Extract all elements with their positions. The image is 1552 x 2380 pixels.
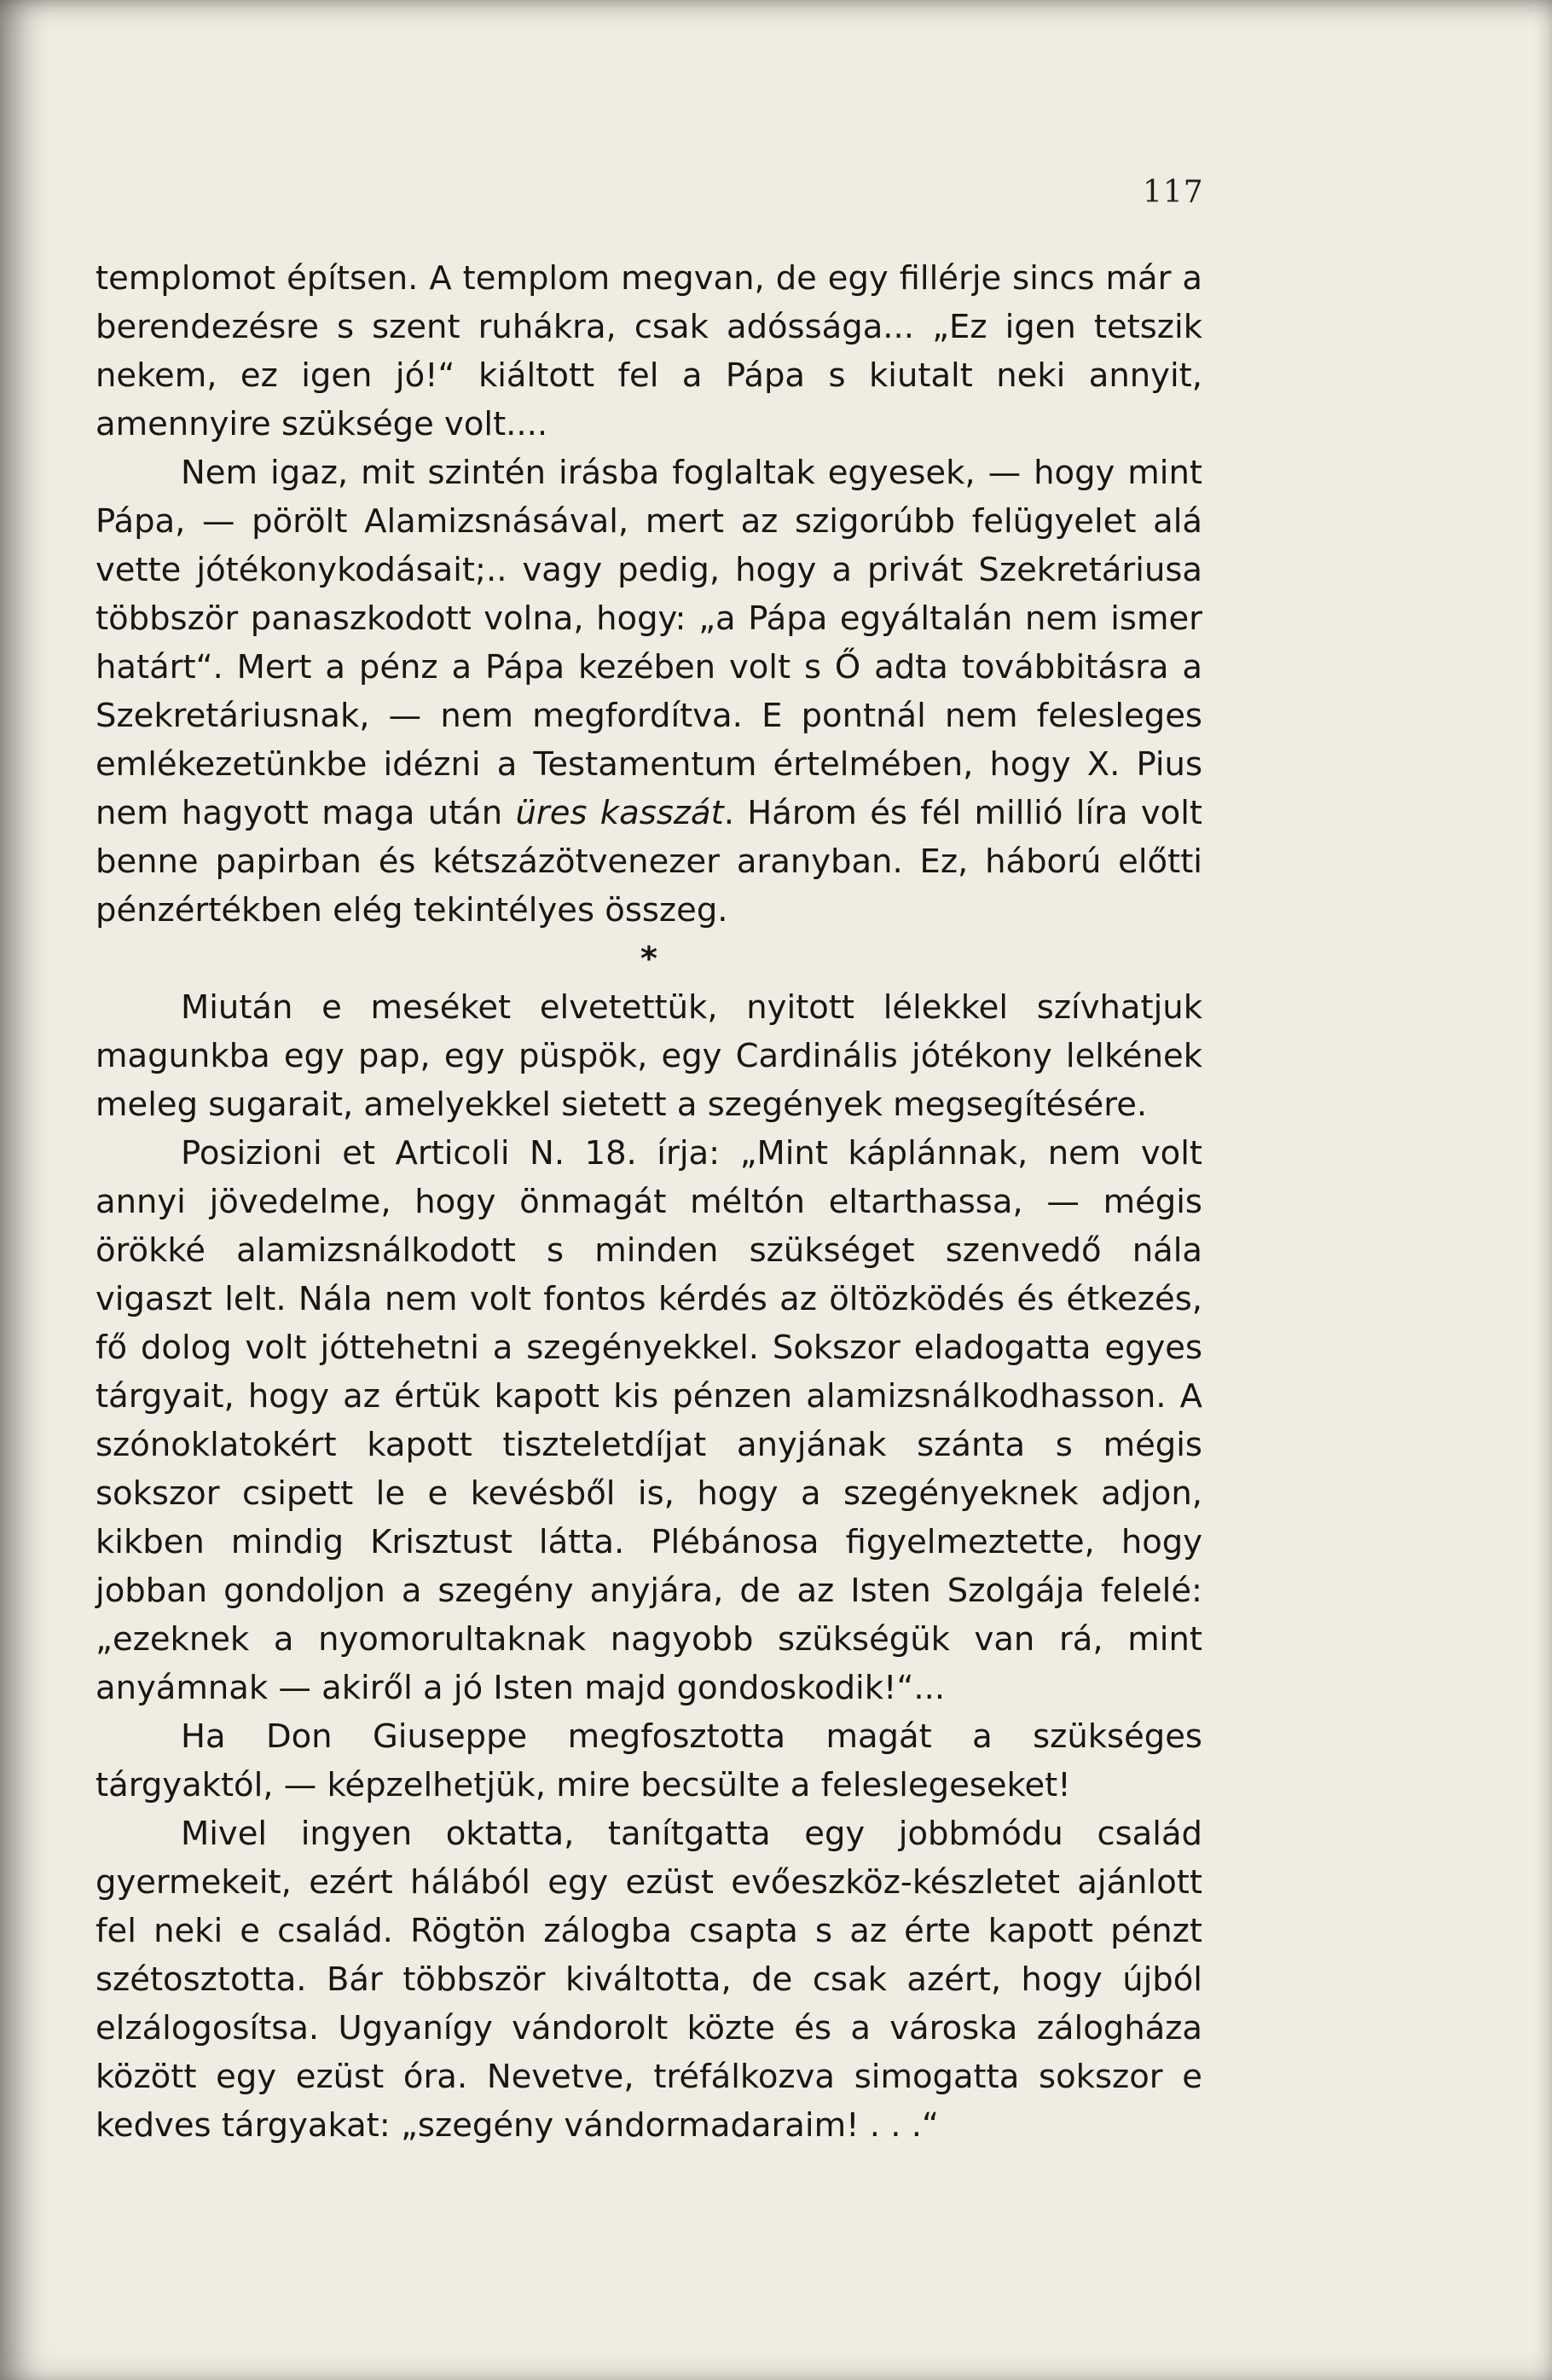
paragraph (96, 254, 1202, 449)
paragraph (96, 449, 1202, 935)
paragraph (96, 1712, 1202, 1810)
text-run: . Három és fél millió líra volt benne papirban és kétszázötvenezer aranyban. Ez, háború előtti pénzértékben elég tekintélyes összeg. (96, 794, 1202, 929)
emphasized-text: üres kasszát (515, 794, 724, 832)
page-number: 117 (1143, 175, 1204, 210)
text-run: templomot építsen. A templom megvan, de egy fillérje sincs már a berendezésre s szent ruhákra, csak adóssága... „Ez igen tetszik nekem, ez igen jó!“ kiáltott fel a Pápa s kiutalt neki annyit, amennyire szüksége volt.... (96, 259, 1202, 443)
paragraph (96, 1810, 1202, 2150)
text-run: Posizioni et Articoli N. 18. írja: „Mint káplánnak, nem volt annyi jövedelme, hogy önmagát méltón eltarthassa, — mégis örökké alamizsnálkodott s minden szükséget szenvedő nála vigaszt lelt. Nála nem volt fontos kérdés az öltözködés és étkezés, fő dolog volt jóttehetni a szegényekkel. Sokszor eladogatta egyes tárgyait, hogy az értük kapott kis pénzen alamizsnálkodhasson. A szónoklatokért kapott tiszteletdíjat anyjának szánta s mégis sokszor csipett le e kevésből is, hogy a szegényeknek adjon, kikben mindig Krisztust látta. Plébánosa figyelmeztette, hogy jobban gondoljon a szegény anyjára, de az Isten Szolgája felelé: „ezeknek a nyomorultaknak nagyobb szükségük van rá, mint anyámnak — akiről a jó Isten majd gondoskodik!“... (96, 1134, 1202, 1707)
paragraph (96, 983, 1202, 1129)
body-text (96, 254, 1202, 2150)
text-run: Ha Don Giuseppe megfosztotta magát a szükséges tárgyaktól, — képzelhetjük, mire becsülte a feleslegeseket! (96, 1717, 1202, 1804)
section-separator: * (640, 940, 658, 978)
paragraph (96, 1129, 1202, 1712)
text-run: Nem igaz, mit szintén irásba foglaltak egyesek, — hogy mint Pápa, — pörölt Alamizsnásával, mert az szigorúbb felügyelet alá vette jótékonykodásait;.. vagy pedig, hogy a privát Szekretáriusa többször panaszkodott volna, hogy: „a Pápa egyáltalán nem ismer határt“. Mert a pénz a Pápa kezében volt s Ő adta továbbitásra a Szekretáriusnak, — nem megfordítva. E pontnál nem felesleges emlékezetünkbe idézni a Testamentum értelmében, hogy X. Pius nem hagyott maga után (96, 454, 1202, 832)
text-run: Miután e meséket elvetettük, nyitott lélekkel szívhatjuk magunkba egy pap, egy püspök, egy Cardinális jótékony lelkének meleg sugarait, amelyekkel sietett a szegények megsegítésére. (96, 988, 1202, 1124)
text-run: Mivel ingyen oktatta, tanítgatta egy jobbmódu család gyermekeit, ezért hálából egy ezüst evőeszköz-készletet ajánlott fel neki e család. Rögtön zálogba csapta s az érte kapott pénzt szétosztotta. Bár többször kiváltotta, de csak azért, hogy újból elzálogosítsa. Ugyanígy vándorolt közte és a városka zálogháza között egy ezüst óra. Nevetve, tréfálkozva simogatta sokszor e kedves tárgyakat: „szegény vándormadaraim! . . .“ (96, 1815, 1202, 2145)
